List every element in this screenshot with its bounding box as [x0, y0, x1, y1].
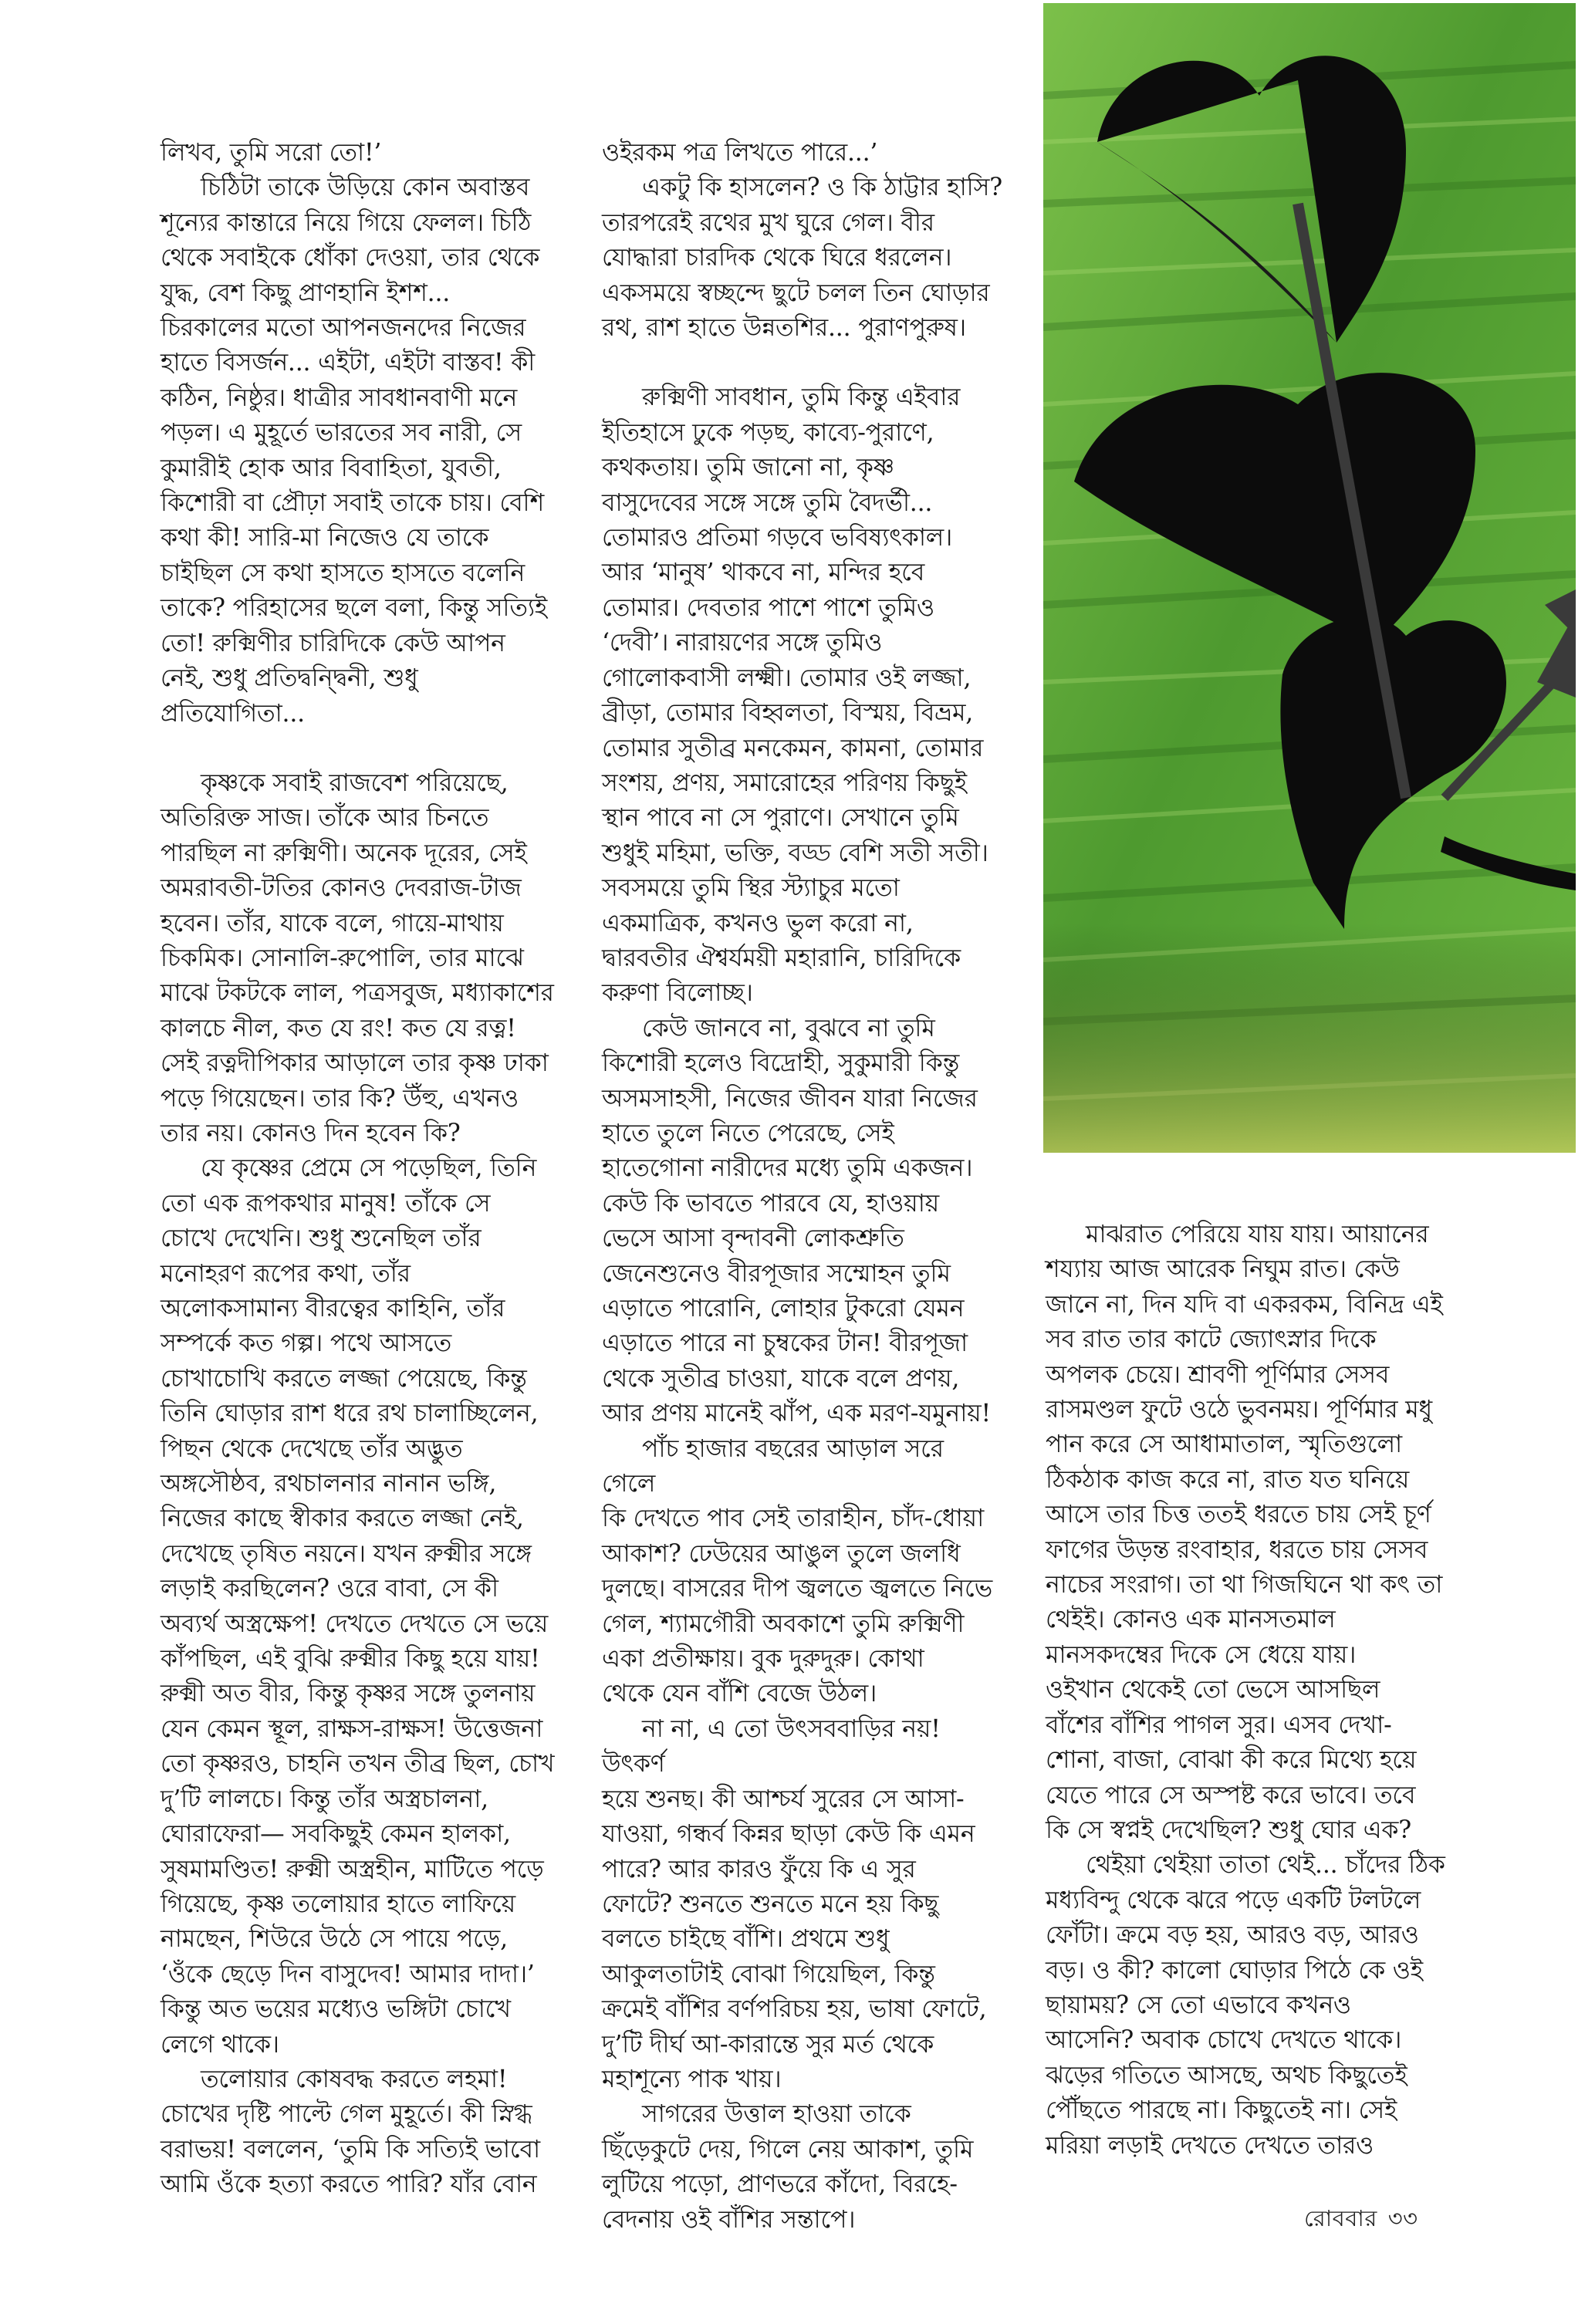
article-paragraph: তলোয়ার কোষবদ্ধ করতে লহমা! চোখের দৃষ্টি পাল্টে গেল মুহূর্তে। কী স্নিগ্ধ বরাভয়! বললেন, ‘তুমি কি সত্যিই ভাবো আমি ওঁকে হত্যা করতে পারি? যাঁর বোন [161, 2065, 540, 2199]
article-paragraph: লিখব, তুমি সরো তো!’ [161, 139, 382, 167]
article-paragraph: না না, এ তো উৎসববাড়ির নয়! উৎকর্ণ হয়ে শুনছ। কী আশ্চর্য সুরের সে আসা- যাওয়া, গন্ধর্ব কিন্নর ছাড়া কেউ কি এমন পারে? আর কারও ফুঁয়ে কি এ সুর ফোটে? শুনতে শুনতে মনে হয় কিছু বলতে চাইছে বাঁশি। প্রথমে শুধু আকুলতাটাই বোঝা গিয়েছিল, কিন্তু ক্রমেই বাঁশির বর্ণপরিচয় হয়, ভাষা ফোটে, দু’টি দীর্ঘ আ-কারান্তে সুর মর্ত থেকে মহাশূন্যে পাক খায়। [602, 1714, 987, 2093]
artwork-illustration [1043, 3, 1576, 1153]
article-paragraph: কৃষ্ণকে সবাই রাজবেশ পরিয়েছে, অতিরিক্ত সাজ। তাঁকে আর চিনতে পারছিল না রুক্মিণী। অনেক দূরের, সেই অমরাবতী-টতির কোনও দেবরাজ-টাজ হবেন। তাঁর, যাকে বলে, গায়ে-মাথায় চিকমিক। সোনালি-রুপোলি, তার মাঝে মাঝে টকটকে লাল, পত্রসবুজ, মধ্যাকাশের কালচে নীল, কত যে রং! কত যে রত্ন! সেই রত্নদীপিকার আড়ালে তার কৃষ্ণ ঢাকা পড়ে গিয়েছেন। তার কি? উঁহু, এখনও তার নয়। কোনও দিন হবেন কি? [161, 768, 554, 1147]
article-paragraph: ওইরকম পত্র লিখতে পারে...’ [602, 139, 878, 167]
article-paragraph: সাগরের উত্তাল হাওয়া তাকে ছিঁড়েকুটে দেয়, গিলে নেয় আকাশ, তুমি লুটিয়ে পড়ো, প্রাণভরে কাঁদো, বিরহে- বেদনায় ওই বাঁশির সন্তাপে। [602, 2100, 974, 2234]
article-column-2 [602, 136, 1003, 2238]
page-number: ৩৩ [1387, 2205, 1418, 2231]
article-paragraph: চিঠিটা তাকে উড়িয়ে কোন অবাস্তব শূন্যের কান্তারে নিয়ে গিয়ে ফেলল। চিঠি থেকে সবাইকে ধোঁকা দেওয়া, তার থেকে যুদ্ধ, বেশ কিছু প্রাণহানি ইশশ... চিরকালের মতো আপনজনদের নিজের হাতে বিসর্জন... এইটা, এইটা বাস্তব! কী কঠিন, নিষ্ঠুর। ধাত্রীর সাবধানবাণী মনে পড়ল। এ মুহূর্তে ভারতের সব নারী, সে কুমারীই হোক আর বিবাহিতা, যুবতী, কিশোরী বা প্রৌঢ়া সবাই তাকে চায়। বেশি কথা কী! সারি-মা নিজেও যে তাকে চাইছিল সে কথা হাসতে হাসতে বলেনি তাকে? পরিহাসের ছলে বলা, কিন্তু সত্যিই তো! রুক্মিণীর চারিদিকে কেউ আপন নেই, শুধু প্রতিদ্বন্দ্বিনী, শুধু প্রতিযোগিতা... [161, 174, 548, 728]
article-column-1 [161, 136, 562, 2203]
article-paragraph: পাঁচ হাজার বছরের আড়াল সরে গেলে কি দেখতে পাব সেই তারাহীন, চাঁদ-ধোয়া আকাশ? ঢেউয়ের আঙুল তুলে জলধি দুলছে। বাসরের দীপ জ্বলতে জ্বলতে নিভে গেল, শ্যামগৌরী অবকাশে তুমি রুক্মিণী একা প্রতীক্ষায়। বুক দুরুদুরু। কোথা থেকে যেন বাঁশি বেজে উঠল। [602, 1434, 992, 1708]
article-column-3 [1046, 1218, 1447, 2164]
magazine-name: রোববার [1304, 2205, 1377, 2231]
article-paragraph: একটু কি হাসলেন? ও কি ঠাট্টার হাসি? তারপরেই রথের মুখ ঘুরে গেল। বীর যোদ্ধারা চারদিক থেকে ঘিরে ধরলেন। একসময়ে স্বচ্ছন্দে ছুটে চলল তিন ঘোড়ার রথ, রাশ হাতে উন্নতশির... পুরাণপুরুষ। [602, 174, 1002, 343]
article-paragraph: থেইয়া থেইয়া তাতা থেই... চাঁদের ঠিক মধ্যবিন্দু থেকে ঝরে পড়ে একটি টলটলে ফোঁটা। ক্রমে বড় হয়, আরও বড়, আরও বড়। ও কী? কালো ঘোড়ার পিঠে কে ওই ছায়াময়? সে তো এভাবে কখনও আসেনি? অবাক চোখে দেখতে থাকে। ঝড়ের গতিতে আসছে, অথচ কিছুতেই পৌঁছতে পারছে না। কিছুতেই না। সেই মরিয়া লড়াই দেখতে দেখতে তারও [1046, 1851, 1445, 2160]
article-paragraph: কেউ জানবে না, বুঝবে না তুমি কিশোরী হলেও বিদ্রোহী, সুকুমারী কিন্তু অসমসাহসী, নিজের জীবন যারা নিজের হাতে তুলে নিতে পেরেছে, সেই হাতেগোনা নারীদের মধ্যে তুমি একজন। কেউ কি ভাবতে পারবে যে, হাওয়ায় ভেসে আসা বৃন্দাবনী লোকশ্রুতি জেনেশুনেও বীরপূজার সম্মোহন তুমি এড়াতে পারোনি, লোহার টুকরো যেমন এড়াতে পারে না চুম্বকের টান! বীরপূজা থেকে সুতীব্র চাওয়া, যাকে বলে প্রণয়, আর প্রণয় মানেই ঝাঁপ, এক মরণ-যমুনায়! [602, 1014, 991, 1428]
article-paragraph: মাঝরাত পেরিয়ে যায় যায়। আয়ানের শয্যায় আজ আরেক নিঘুম রাত। কেউ জানে না, দিন যদি বা একরকম, বিনিদ্র এই সব রাত তার কাটে জ্যোৎস্নার দিকে অপলক চেয়ে। শ্রাবণী পূর্ণিমার সেসব রাসমণ্ডল ফুটে ওঠে ভুবনময়। পূর্ণিমার মধু পান করে সে আধামাতাল, স্মৃতিগুলো ঠিকঠাক কাজ করে না, রাত যত ঘনিয়ে আসে তার চিত্ত ততই ধরতে চায় সেই চূর্ণ ফাগের উড়ন্ত রংবাহার, ধরতে চায় সেসব নাচের সংরাগ। তা থা গিজঘিনে থা কৎ তা থেইই। কোনও এক মানসতমাল মানসকদম্বের দিকে সে ধেয়ে যায়। ওইখান থেকেই তো ভেসে আসছিল বাঁশের বাঁশির পাগল সুর। এসব দেখা- শোনা, বাজা, বোঝা কী করে মিথ্যে হয়ে যেতে পারে সে অস্পষ্ট করে ভাবে। তবে কি সে স্বপ্নই দেখেছিল? শুধু ঘোর এক? [1046, 1221, 1443, 1844]
page-footer [1293, 2201, 1418, 2239]
article-paragraph: রুক্মিণী সাবধান, তুমি কিন্তু এইবার ইতিহাসে ঢুকে পড়ছ, কাব্যে-পুরাণে, কথকতায়। তুমি জানো না, কৃষ্ণ বাসুদেবের সঙ্গে সঙ্গে তুমি বৈদর্ভী... তোমারও প্রতিমা গড়বে ভবিষ্যৎকাল। আর ‘মানুষ’ থাকবে না, মন্দির হবে তোমার। দেবতার পাশে পাশে তুমিও ‘দেবী’। নারায়ণের সঙ্গে তুমিও গোলোকবাসী লক্ষ্মী। তোমার ওই লজ্জা, ব্রীড়া, তোমার বিহ্বলতা, বিস্ময়, বিভ্রম, তোমার সুতীব্র মনকেমন, কামনা, তোমার সংশয়, প্রণয়, সমারোহের পরিণয় কিছুই স্থান পাবে না সে পুরাণে। সেখানে তুমি শুধুই মহিমা, ভক্তি, বড্ড বেশি সতী সতী। সবসময়ে তুমি স্থির স্ট্যাচুর মতো একমাত্রিক, কখনও ভুল করো না, দ্বারবতীর ঐশ্বর্যময়ী মহারানি, চারিদিকে করুণা বিলোচ্ছ। [602, 383, 988, 1008]
article-paragraph: যে কৃষ্ণের প্রেমে সে পড়েছিল, তিনি তো এক রূপকথার মানুষ! তাঁকে সে চোখে দেখেনি। শুধু শুনেছিল তাঁর মনোহরণ রূপের কথা, তাঁর অলোকসামান্য বীরত্বের কাহিনি, তাঁর সম্পর্কে কত গল্প। পথে আসতে চোখাচোখি করতে লজ্জা পেয়েছে, কিন্তু তিনি ঘোড়ার রাশ ধরে রথ চালাচ্ছিলেন, পিছন থেকে দেখেছে তাঁর অদ্ভুত অঙ্গসৌষ্ঠব, রথচালনার নানান ভঙ্গি, নিজের কাছে স্বীকার করতে লজ্জা নেই, দেখেছে তৃষিত নয়নে। যখন রুক্মীর সঙ্গে লড়াই করছিলেন? ওরে বাবা, সে কী অব্যর্থ অস্ত্রক্ষেপ! দেখতে দেখতে সে ভয়ে কাঁপছিল, এই বুঝি রুক্মীর কিছু হয়ে যায়! রুক্মী অত বীর, কিন্তু কৃষ্ণর সঙ্গে তুলনায় যেন কেমন স্থূল, রাক্ষস-রাক্ষস! উত্তেজনা তো কৃষ্ণরও, চাহনি তখন তীব্র ছিল, চোখ দু’টি লালচে। কিন্তু তাঁর অস্ত্রচালনা, ঘোরাফেরা— সবকিছুই কেমন হালকা, সুষমামণ্ডিত! রুক্মী অস্ত্রহীন, মাটিতে পড়ে গিয়েছে, কৃষ্ণ তলোয়ার হাতে লাফিয়ে নামছেন, শিউরে উঠে সে পায়ে পড়ে, ‘ওঁকে ছেড়ে দিন বাসুদেব! আমার দাদা।’ কিন্তু অত ভয়ের মধ্যেও ভঙ্গিটা চোখে লেগে থাকে। [161, 1154, 555, 2059]
